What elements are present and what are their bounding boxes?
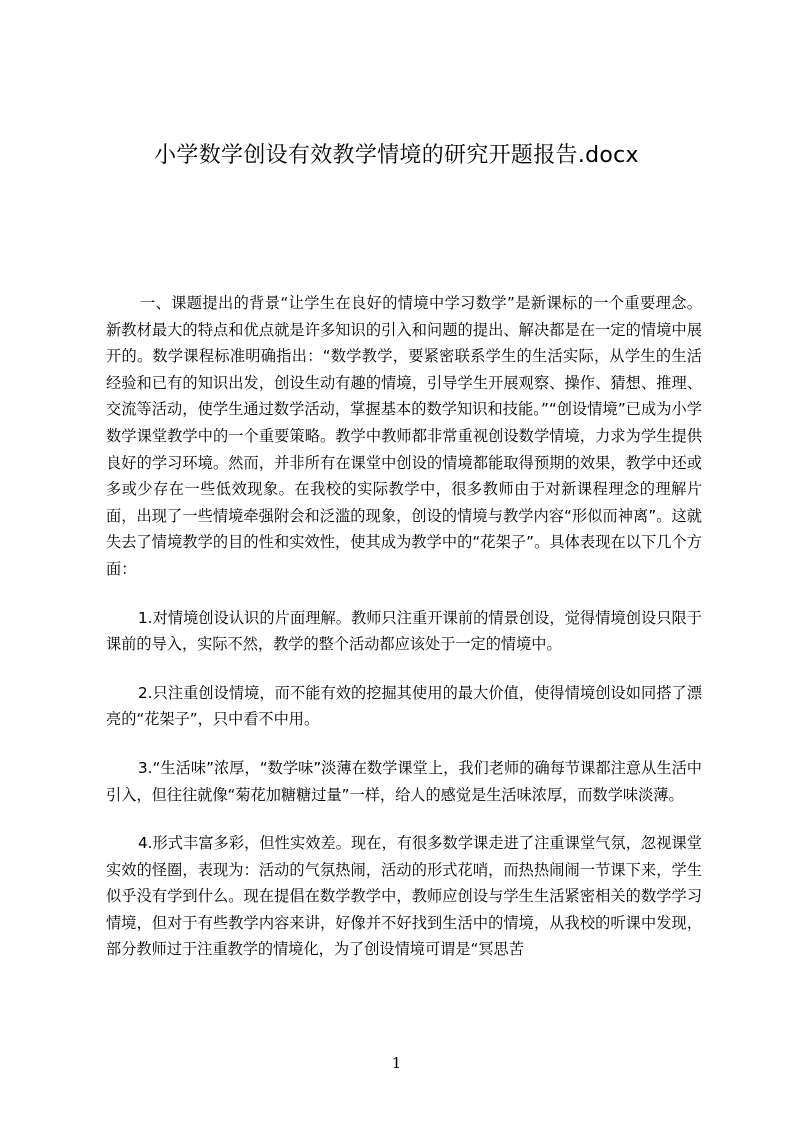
paragraph-point-1: 1.对情境创设认识的片面理解。教师只注重开课前的情景创设，觉得情境创设只限于课前的导入，实际不然，教学的整个活动都应该处于一定的情境中。 (106, 608, 702, 654)
paragraph-point-2: 2.只注重创设情境，而不能有效的挖掘其使用的最大价值，使得情境创设如同搭了漂亮的“花架子”，只中看不中用。 (106, 683, 702, 729)
paragraph-point-3: 3.“生活味”浓厚，“数学味”淡薄在数学课堂上，我们老师的确每节课都注意从生活中引入，但往往就像“菊花加糖糖过量”一样，给人的感觉是生活味浓厚，而数学味淡薄。 (106, 758, 702, 804)
document-body (106, 290, 702, 963)
paragraph-point-4: 4.形式丰富多彩，但性实效差。现在，有很多数学课走进了注重课堂气氛，忽视课堂实效的怪圈，表现为：活动的气氛热闹，活动的形式花哨，而热热闹闹一节课下来，学生似乎没有学到什么。现在提倡在数学教学中，教师应创设与学生生活紧密相关的数学学习情境，但对于有些教学内容来讲，好像并不好找到生活中的情境，从我校的听课中发现，部分教师过于注重教学的情境化，为了创设情境可谓是“冥思苦 (106, 834, 702, 959)
paragraph-background: 一、课题提出的背景“让学生在良好的情境中学习数学”是新课标的一个重要理念。新教材最大的特点和优点就是许多知识的引入和问题的提出、解决都是在一定的情境中展开的。数学课程标准明确指出：“数学教学，要紧密联系学生的生活实际，从学生的生活经验和已有的知识出发，创设生动有趣的情境，引导学生开展观察、操作、猜想、推理、交流等活动，使学生通过数学活动，掌握基本的数学知识和技能。”“创设情境”已成为小学数学课堂教学中的一个重要策略。教学中教师都非常重视创设数学情境，力求为学生提供良好的学习环境。然而，并非所有在课堂中创设的情境都能取得预期的效果，教学中还或多或少存在一些低效现象。在我校的实际教学中，很多教师由于对新课程理念的理解片面，出现了一些情境牵强附会和泛滥的现象，创设的情境与教学内容“形似而神离”。这就失去了情境教学的目的性和实效性，使其成为教学中的“花架子”。具体表现在以下几个方面： (106, 294, 702, 578)
page-number: 1 (391, 1054, 402, 1072)
document-title: 小学数学创设有效教学情境的研究开题报告.docx (154, 143, 639, 168)
